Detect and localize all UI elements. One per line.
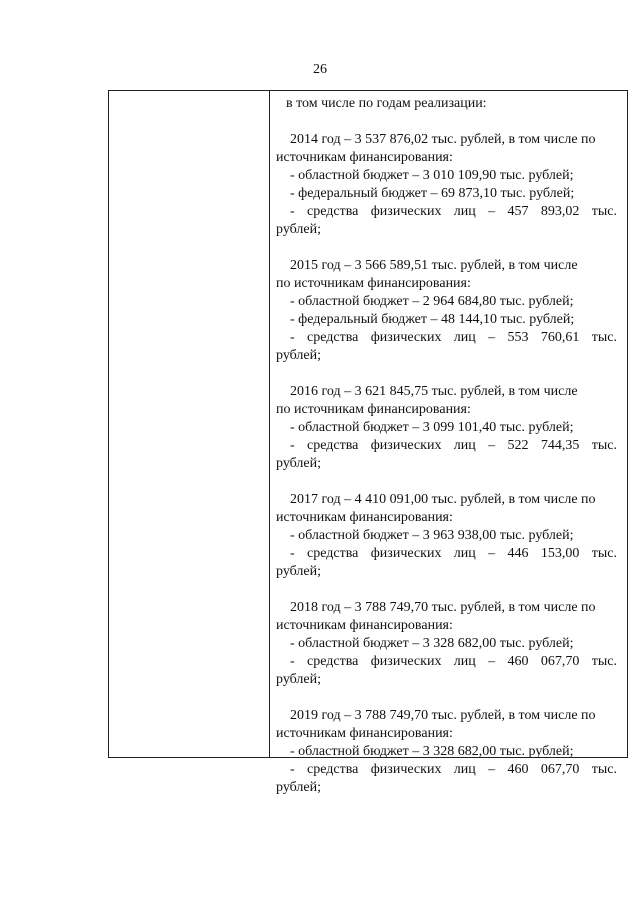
- funding-source-item-continued: рублей;: [276, 564, 321, 579]
- table-left-cell: [109, 91, 270, 757]
- funding-source-item: - областной бюджет – 3 010 109,90 тыс. рублей;: [290, 168, 574, 183]
- funding-source-item-continued: рублей;: [276, 780, 321, 795]
- year-sources-line: по источникам финансирования:: [276, 402, 471, 417]
- funding-source-item: - областной бюджет – 3 099 101,40 тыс. рублей;: [290, 420, 574, 435]
- funding-source-item: - областной бюджет – 3 328 682,00 тыс. рублей;: [290, 636, 574, 651]
- funding-source-item-continued: рублей;: [276, 348, 321, 363]
- year-sources-line: источникам финансирования:: [276, 150, 453, 165]
- year-block: [276, 383, 617, 473]
- year-sources-line: источникам финансирования:: [276, 510, 453, 525]
- funding-source-item: - федеральный бюджет – 69 873,10 тыс. рублей;: [290, 186, 575, 201]
- year-block: [276, 131, 617, 239]
- funding-source-item: - областной бюджет – 2 964 684,80 тыс. рублей;: [290, 294, 574, 309]
- years-list: [276, 131, 617, 797]
- funding-source-item: - средства физических лиц – 457 893,02 тыс.: [290, 204, 617, 219]
- funding-source-item: - федеральный бюджет – 48 144,10 тыс. рублей;: [290, 312, 575, 327]
- year-sources-line: по источникам финансирования:: [276, 276, 471, 291]
- funding-source-item: - средства физических лиц – 460 067,70 тыс.: [290, 762, 617, 777]
- funding-source-item-continued: рублей;: [276, 672, 321, 687]
- table-right-cell: [270, 91, 627, 795]
- funding-source-item-continued: рублей;: [276, 456, 321, 471]
- year-total-line: 2015 год – 3 566 589,51 тыс. рублей, в том числе: [290, 258, 578, 273]
- funding-source-item-continued: рублей;: [276, 222, 321, 237]
- funding-source-item: - областной бюджет – 3 328 682,00 тыс. рублей;: [290, 744, 574, 759]
- year-block: [276, 491, 617, 581]
- year-block: [276, 599, 617, 689]
- funding-source-item: - средства физических лиц – 460 067,70 тыс.: [290, 654, 617, 669]
- year-sources-line: источникам финансирования:: [276, 618, 453, 633]
- year-total-line: 2018 год – 3 788 749,70 тыс. рублей, в том числе по: [290, 600, 596, 615]
- page-number: 26: [313, 62, 327, 77]
- funding-source-item: - средства физических лиц – 522 744,35 тыс.: [290, 438, 617, 453]
- year-total-line: 2014 год – 3 537 876,02 тыс. рублей, в том числе по: [290, 132, 596, 147]
- intro-text: в том числе по годам реализации:: [286, 96, 487, 111]
- year-total-line: 2016 год – 3 621 845,75 тыс. рублей, в том числе: [290, 384, 578, 399]
- funding-table: [108, 90, 628, 795]
- funding-source-item: - средства физических лиц – 446 153,00 тыс.: [290, 546, 617, 561]
- year-total-line: 2017 год – 4 410 091,00 тыс. рублей, в том числе по: [290, 492, 596, 507]
- funding-source-item: - средства физических лиц – 553 760,61 тыс.: [290, 330, 617, 345]
- year-sources-line: источникам финансирования:: [276, 726, 453, 741]
- year-total-line: 2019 год – 3 788 749,70 тыс. рублей, в том числе по: [290, 708, 596, 723]
- year-block: [276, 257, 617, 365]
- funding-source-item: - областной бюджет – 3 963 938,00 тыс. рублей;: [290, 528, 574, 543]
- year-block: [276, 707, 617, 797]
